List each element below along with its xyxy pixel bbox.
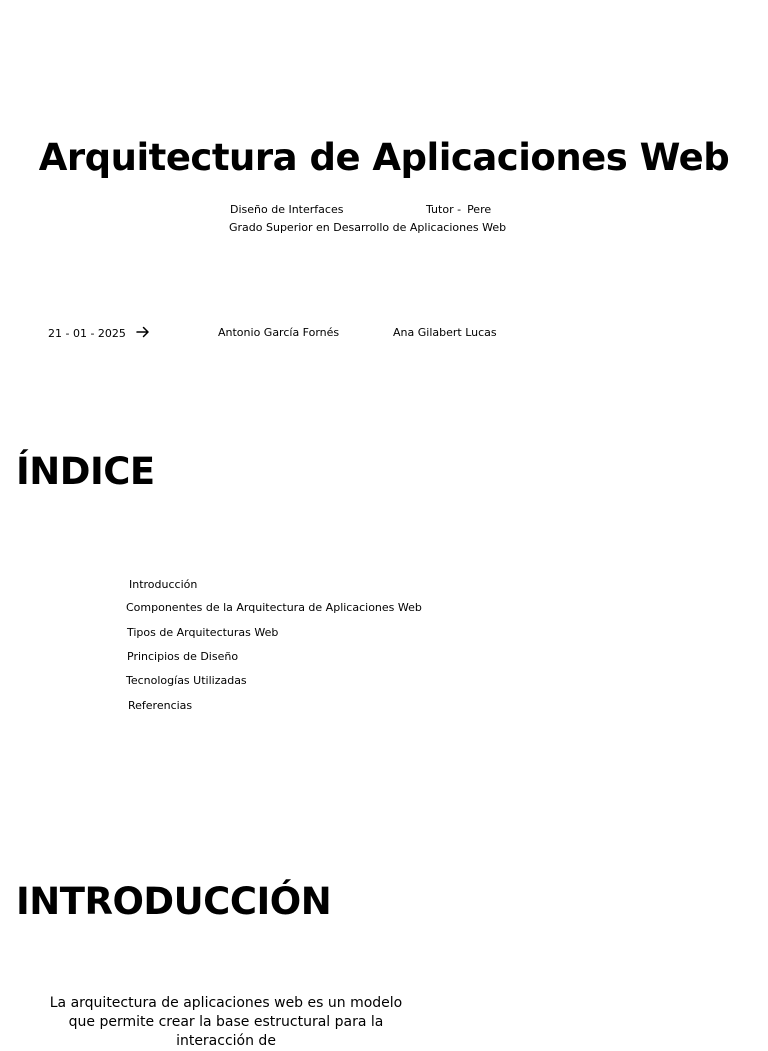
introduction-heading: INTRODUCCIÓN: [16, 880, 332, 923]
toc-item-principios[interactable]: Principios de Diseño: [127, 650, 239, 663]
author-name: Ana Gilabert Lucas: [393, 326, 497, 339]
date-row: [48, 326, 150, 341]
author-name: Antonio García Fornés: [218, 326, 340, 339]
arrow-right-icon: [136, 326, 150, 341]
document-date: 21 - 01 - 2025: [48, 327, 126, 340]
subject-label: Diseño de Interfaces: [230, 203, 344, 216]
degree-label: Grado Superior en Desarrollo de Aplicaciones Web: [229, 221, 507, 234]
toc-item-tipos[interactable]: Tipos de Arquitecturas Web: [127, 626, 279, 639]
tutor-info: [426, 203, 491, 216]
index-heading: ÍNDICE: [16, 450, 155, 493]
introduction-paragraph: La arquitectura de aplicaciones web es un modelo que permite crear la base estructural para la interacción de: [49, 995, 403, 1049]
tutor-name: Pere: [467, 203, 492, 216]
toc-item-introduccion[interactable]: Introducción: [129, 578, 198, 591]
toc-item-referencias[interactable]: Referencias: [128, 699, 193, 712]
toc-item-tecnologias[interactable]: Tecnologías Utilizadas: [126, 674, 247, 687]
tutor-label: Tutor -: [426, 203, 462, 216]
toc-item-componentes[interactable]: Componentes de la Arquitectura de Aplicaciones Web: [126, 601, 422, 614]
document-title: Arquitectura de Aplicaciones Web: [38, 136, 730, 179]
